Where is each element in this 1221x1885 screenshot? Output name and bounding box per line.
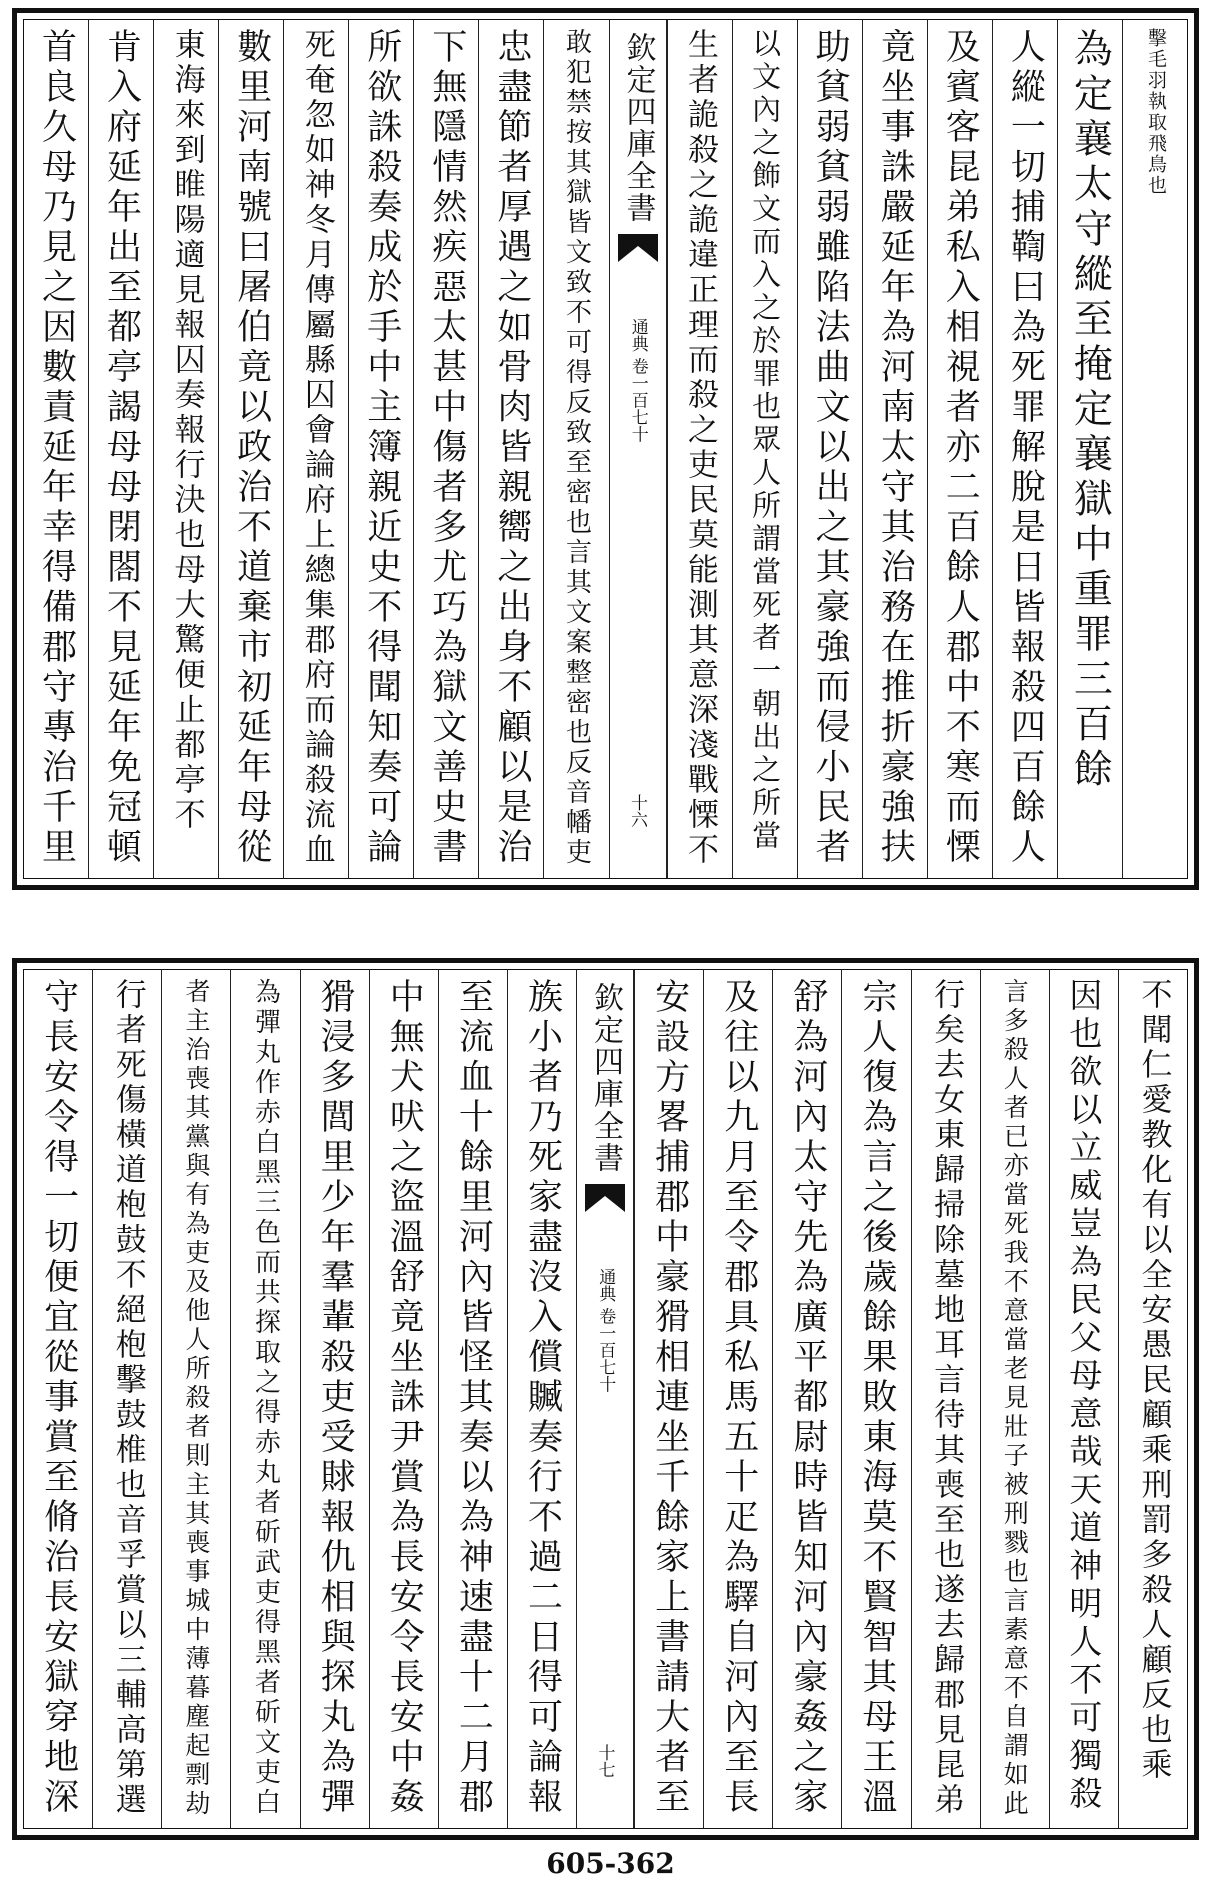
column-text: 數里河南號曰屠伯竟以政治不道棄市初延年母從 <box>231 28 272 868</box>
text-column <box>153 20 218 878</box>
column-text: 死奄忽如神冬月傳屬縣囚會論府上總集郡府而論殺流血 <box>298 28 335 868</box>
column-text: 下無隱情然疾惡太甚中傷者多尤巧為獄文善史書 <box>426 28 467 868</box>
book-title: 欽定四庫全書 <box>620 32 656 224</box>
column-text: 舒為河內太守先為廣平都尉時皆知河內豪姦之家 <box>787 978 828 1818</box>
text-column <box>543 20 608 878</box>
text-column <box>478 20 543 878</box>
column-text: 助貧弱貧弱雖陷法曲文以出之其豪強而侵小民者 <box>810 28 851 868</box>
text-column <box>348 20 413 878</box>
column-text: 猾浸多閭里少年羣輩殺吏受賕報仇相與探丸為彈 <box>315 978 356 1818</box>
book-title: 欽定四庫全書 <box>588 982 623 1174</box>
text-column <box>24 20 88 878</box>
leaf-number: 十六 <box>627 794 647 828</box>
volume-label: 通典 卷一百七十 <box>595 1268 616 1393</box>
text-column <box>218 20 283 878</box>
text-column <box>732 20 797 878</box>
page-center-strip <box>576 970 634 1828</box>
column-text: 宗人復為言之後歲餘果敗東海莫不賢智其母王溫 <box>856 978 897 1818</box>
column-text: 為定襄太守縱至掩定襄獄中重罪三百餘 <box>1067 28 1113 793</box>
column-text: 因也欲以立威豈為民父母意哉天道神明人不可獨殺 <box>1064 978 1104 1814</box>
catalog-page-number: 605-362 <box>546 1847 675 1880</box>
text-column <box>634 970 703 1828</box>
text-column <box>1118 970 1187 1828</box>
column-text: 族小者乃死家盡沒入償贓奏行不過二日得可論報 <box>522 978 563 1818</box>
text-column <box>927 20 992 878</box>
column-text: 中無犬吠之盜溫舒竟坐誅尹賞為長安令長安中姦 <box>384 978 425 1818</box>
column-text: 及往以九月至令郡具私馬五十疋為驛自河內至長 <box>718 978 759 1818</box>
column-text: 肯入府延年出至都亭謁母母閉閤不見延年免冠頓 <box>101 28 142 868</box>
text-column <box>797 20 862 878</box>
text-column <box>92 970 161 1828</box>
text-column <box>413 20 478 878</box>
text-column <box>88 20 153 878</box>
text-column <box>1049 970 1118 1828</box>
text-column <box>283 20 348 878</box>
text-column <box>1122 20 1187 878</box>
leaf-number: 十七 <box>594 1744 615 1778</box>
text-column <box>992 20 1057 878</box>
fish-tail-icon <box>583 1182 627 1226</box>
column-text: 以文內之飾文而入之於罪也眾人所謂當死者一朝出之所當 <box>748 28 783 853</box>
text-frame-lower <box>23 969 1188 1829</box>
column-text: 首良久母乃見之因數責延年幸得備郡守專治千里 <box>36 28 77 868</box>
column-text: 人縱一切捕鞫曰為死罪解脫是日皆報殺四百餘人 <box>1005 28 1046 868</box>
column-text: 及賓客昆弟私入相視者亦二百餘人郡中不寒而慄 <box>940 28 981 868</box>
column-text: 忠盡節者厚遇之如骨肉皆親嚮之出身不顧以是治 <box>491 28 532 868</box>
text-column <box>230 970 299 1828</box>
annotation: 擊毛羽執取飛鳥也 <box>1144 28 1167 196</box>
column-text: 守長安令得一切便宜從事賞至脩治長安獄穿地深 <box>38 978 79 1818</box>
column-text: 生者詭殺之詭違正理而殺之吏民莫能測其意深淺戰慄不 <box>682 28 719 868</box>
column-text: 至流血十餘里河內皆怪其奏以為神速盡十二月郡 <box>453 978 494 1818</box>
text-column <box>369 970 438 1828</box>
volume-label: 通典 卷一百七十 <box>627 318 648 443</box>
column-text: 行者死傷橫道枹鼓不絕枹擊鼓椎也音孚賞以三輔高第選 <box>109 978 146 1818</box>
page-upper <box>12 8 1199 890</box>
column-text: 東海來到睢陽適見報囚奏報行決也母大驚便止都亭不 <box>168 28 205 833</box>
column-text: 敢犯禁按其獄皆文致不可得反致至密也言其文案整密也反音幡吏 <box>561 28 592 868</box>
text-column <box>1057 20 1122 878</box>
page-lower <box>12 958 1199 1840</box>
column-text: 者主治喪其黨與有為吏及他人所殺者則主其喪事城中薄暮塵起剽劫 <box>181 978 211 1819</box>
text-column <box>862 20 927 878</box>
text-column <box>841 970 910 1828</box>
page-center-strip <box>609 20 667 878</box>
text-column <box>667 20 732 878</box>
column-text: 行矣去女東歸掃除墓地耳言待其喪至也遂去歸郡見昆弟 <box>928 978 965 1818</box>
column-text: 為彈丸作赤白黑三色而共探取之得赤丸者斫武吏得黑者斫文吏白 <box>250 978 281 1818</box>
column-text: 所欲誅殺奏成於手中主簿親近史不得聞知奏可論 <box>361 28 402 868</box>
column-text: 安設方畧捕郡中豪猾相連坐千餘家上書請大者至 <box>649 978 690 1818</box>
text-column <box>300 970 369 1828</box>
text-column <box>161 970 230 1828</box>
text-column <box>980 970 1049 1828</box>
text-column <box>911 970 980 1828</box>
text-column <box>772 970 841 1828</box>
text-frame-upper <box>23 19 1188 879</box>
column-text: 竟坐事誅嚴延年為河南太守其治務在推折豪強扶 <box>875 28 916 868</box>
column-text: 不聞仁愛教化有以全安愚民顧乘刑罰多殺人顧反也乘 <box>1135 978 1172 1783</box>
text-column <box>507 970 576 1828</box>
text-column <box>438 970 507 1828</box>
text-column <box>703 970 772 1828</box>
column-text: 言多殺人者已亦當死我不意當老見壯子被刑戮也言素意不自謂如此 <box>1000 978 1030 1819</box>
text-column <box>24 970 92 1828</box>
fish-tail-icon <box>616 232 660 276</box>
